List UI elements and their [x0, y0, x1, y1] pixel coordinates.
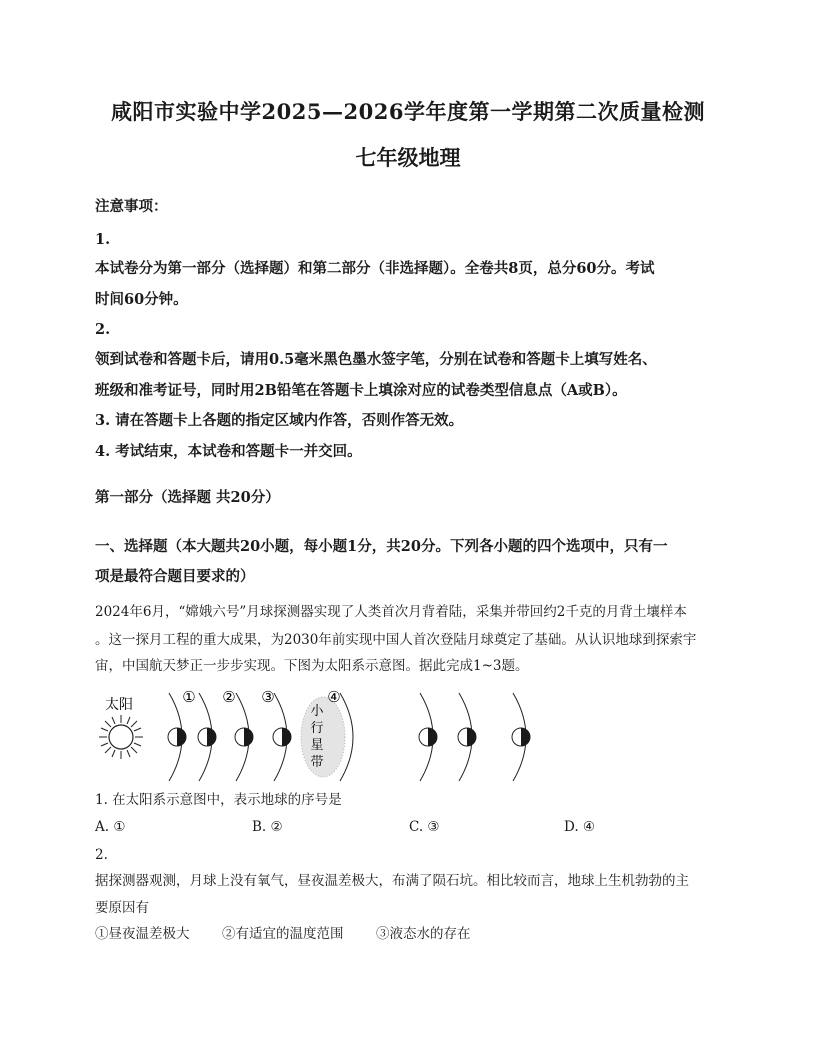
question-1-option-d: D. ④: [564, 819, 596, 835]
marker-3: ③: [261, 688, 275, 706]
exam-subtitle: 七年级地理: [355, 145, 461, 170]
planet-icon: [273, 728, 291, 746]
belt-label-1: 小: [310, 704, 324, 719]
notice-item-1-line-1: 本试卷分为第一部分（选择题）和第二部分（非选择题）。全卷共8页，总分60分。考试: [95, 260, 655, 277]
question-2-stem-line-1: 据探测器观测，月球上没有氧气，昼夜温差极大，布满了陨石坑。相比较而言，地球上生机勃勃的主: [95, 873, 689, 889]
question-2-choice-1: ①昼夜温差极大: [95, 926, 190, 942]
solar-system-diagram: [95, 685, 555, 785]
notice-item-2-line-1: 领到试卷和答题卡后，请用0.5毫米黑色墨水签字笔，分别在试卷和答题卡上填写姓名、: [95, 351, 657, 368]
exam-title: 咸阳市实验中学2025—2026学年度第一学期第二次质量检测: [111, 99, 705, 124]
marker-2: ②: [222, 688, 236, 706]
notice-item-1-line-2: 时间60分钟。: [95, 291, 188, 308]
question-2-choice-2: ②有适宜的温度范围: [222, 926, 344, 942]
question-1-option-c: C. ③: [409, 819, 440, 835]
question-2-stem-line-2: 要原因有: [95, 900, 149, 916]
marker-4: ④: [327, 688, 341, 706]
notice-item-2-num: 2.: [95, 321, 111, 338]
sun-label: 太阳: [105, 697, 133, 713]
belt-label-4: 带: [310, 755, 324, 770]
passage-line-1: 2024年6月，“嫦娥六号”月球探测器实现了人类首次月背着陆，采集并带回约2千克的月背土壤样本: [95, 604, 687, 620]
notice-item-2-line-2: 班级和准考证号，同时用2B铅笔在答题卡上填涂对应的试卷类型信息点（A或B）。: [95, 382, 627, 399]
notice-item-4: 4. 考试结束，本试卷和答题卡一并交回。: [95, 443, 362, 460]
question-1-option-b: B. ②: [252, 819, 283, 835]
question-2-choice-3: ③液态水的存在: [376, 926, 471, 942]
planet-icon: [512, 728, 530, 746]
notice-item-3: 3. 请在答题卡上各题的指定区域内作答，否则作答无效。: [95, 412, 464, 429]
marker-1: ①: [182, 688, 196, 706]
belt-label-2: 行: [310, 721, 324, 736]
notice-item-1-num: 1.: [95, 231, 111, 248]
planet-icon: [235, 728, 253, 746]
question-1-stem: 1. 在太阳系示意图中，表示地球的序号是: [95, 792, 342, 808]
section-heading-line-2: 项是最符合题目要求的）: [95, 568, 255, 585]
planet-icon: [198, 728, 216, 746]
belt-label-3: 星: [310, 738, 324, 753]
passage-line-3: 宙，中国航天梦正一步步实现。下图为太阳系示意图。据此完成1~3题。: [95, 658, 529, 674]
asteroid-belt: [301, 697, 345, 777]
question-2-num: 2.: [95, 847, 108, 863]
question-1-option-a: A. ①: [95, 819, 126, 835]
planet-icon: [458, 728, 476, 746]
orbit-group: [168, 693, 530, 781]
planet-icon: [168, 728, 186, 746]
passage-line-2: 。这一探月工程的重大成果，为2030年前实现中国人首次登陆月球奠定了基础。从认识地球到探索宇: [95, 632, 697, 648]
notice-heading: 注意事项：: [95, 198, 168, 215]
section-heading-line-1: 一、选择题（本大题共20小题，每小题1分，共20分。下列各小题的四个选项中，只有一: [95, 538, 668, 555]
planet-icon: [419, 728, 437, 746]
part1-heading: 第一部分（选择题 共20分）: [95, 489, 280, 506]
sun-icon: [99, 715, 143, 759]
